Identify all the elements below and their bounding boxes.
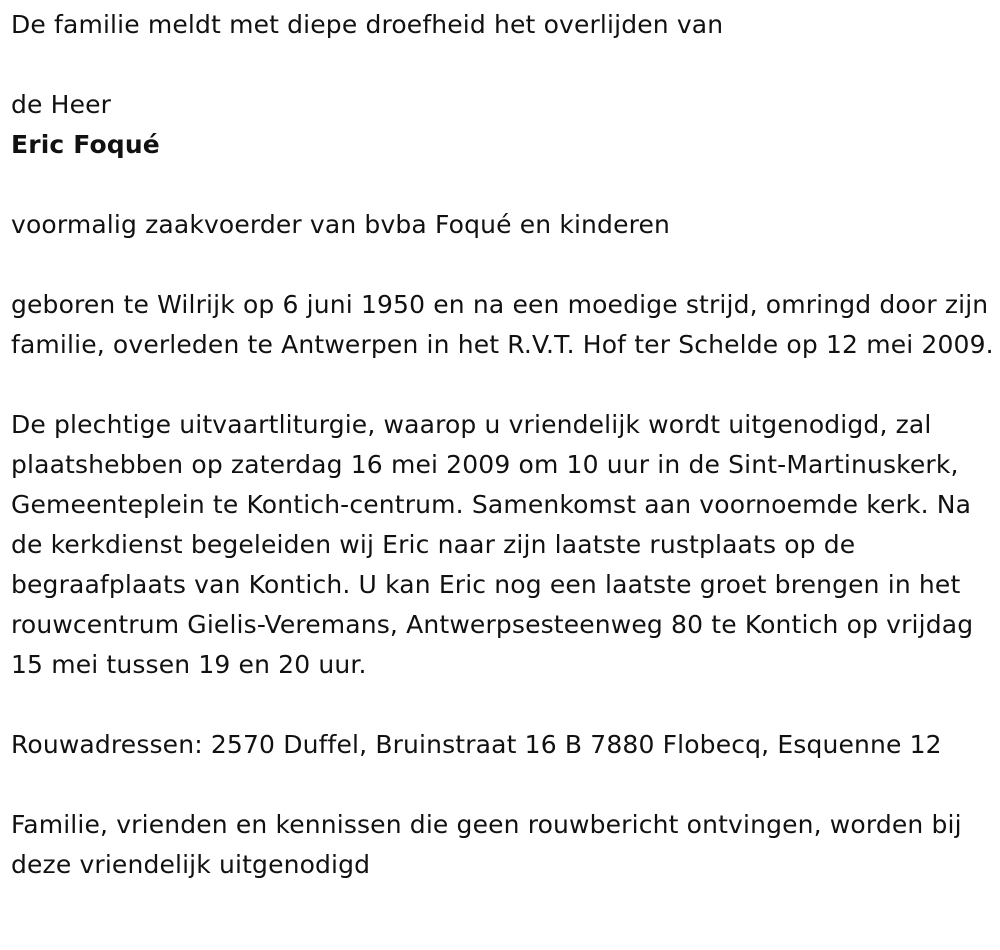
mourning-addresses: Rouwadressen: 2570 Duffel, Bruinstraat 16 B 7880 Flobecq, Esquenne 12 — [11, 730, 942, 759]
former-role: voormalig zaakvoerder van bvba Foqué en kinderen — [11, 210, 671, 239]
birth-death-paragraph: geboren te Wilrijk op 6 juni 1950 en na een moedige strijd, omringd door zijn familie, overleden te Antwerpen in het R.V.T. Hof ter Schelde op 12 mei 2009. — [11, 290, 994, 359]
spacer — [11, 365, 996, 405]
deceased-name: Eric Foqué — [11, 130, 160, 159]
obituary-notice — [11, 5, 996, 885]
spacer — [11, 165, 996, 205]
spacer — [11, 765, 996, 805]
closing-paragraph: Familie, vrienden en kennissen die geen rouwbericht ontvingen, worden bij deze vriendelijk uitgenodigd — [11, 810, 962, 879]
spacer — [11, 45, 996, 85]
honorific: de Heer — [11, 90, 112, 119]
funeral-paragraph: De plechtige uitvaartliturgie, waarop u vriendelijk wordt uitgenodigd, zal plaatshebben op zaterdag 16 mei 2009 om 10 uur in de Sint-Martinuskerk, Gemeenteplein te Kontich-centrum. Samenkomst aan voornoemde kerk. Na de kerkdienst begeleiden wij Eric naar zijn laatste rustplaats op de begraafplaats van Kontich. U kan Eric nog een laatste groet brengen in het rouwcentrum Gielis-Veremans, Antwerpsesteenweg 80 te Kontich op vrijdag 15 mei tussen 19 en 20 uur. — [11, 410, 974, 679]
spacer — [11, 245, 996, 285]
intro-text: De familie meldt met diepe droefheid het overlijden van — [11, 10, 724, 39]
spacer — [11, 685, 996, 725]
